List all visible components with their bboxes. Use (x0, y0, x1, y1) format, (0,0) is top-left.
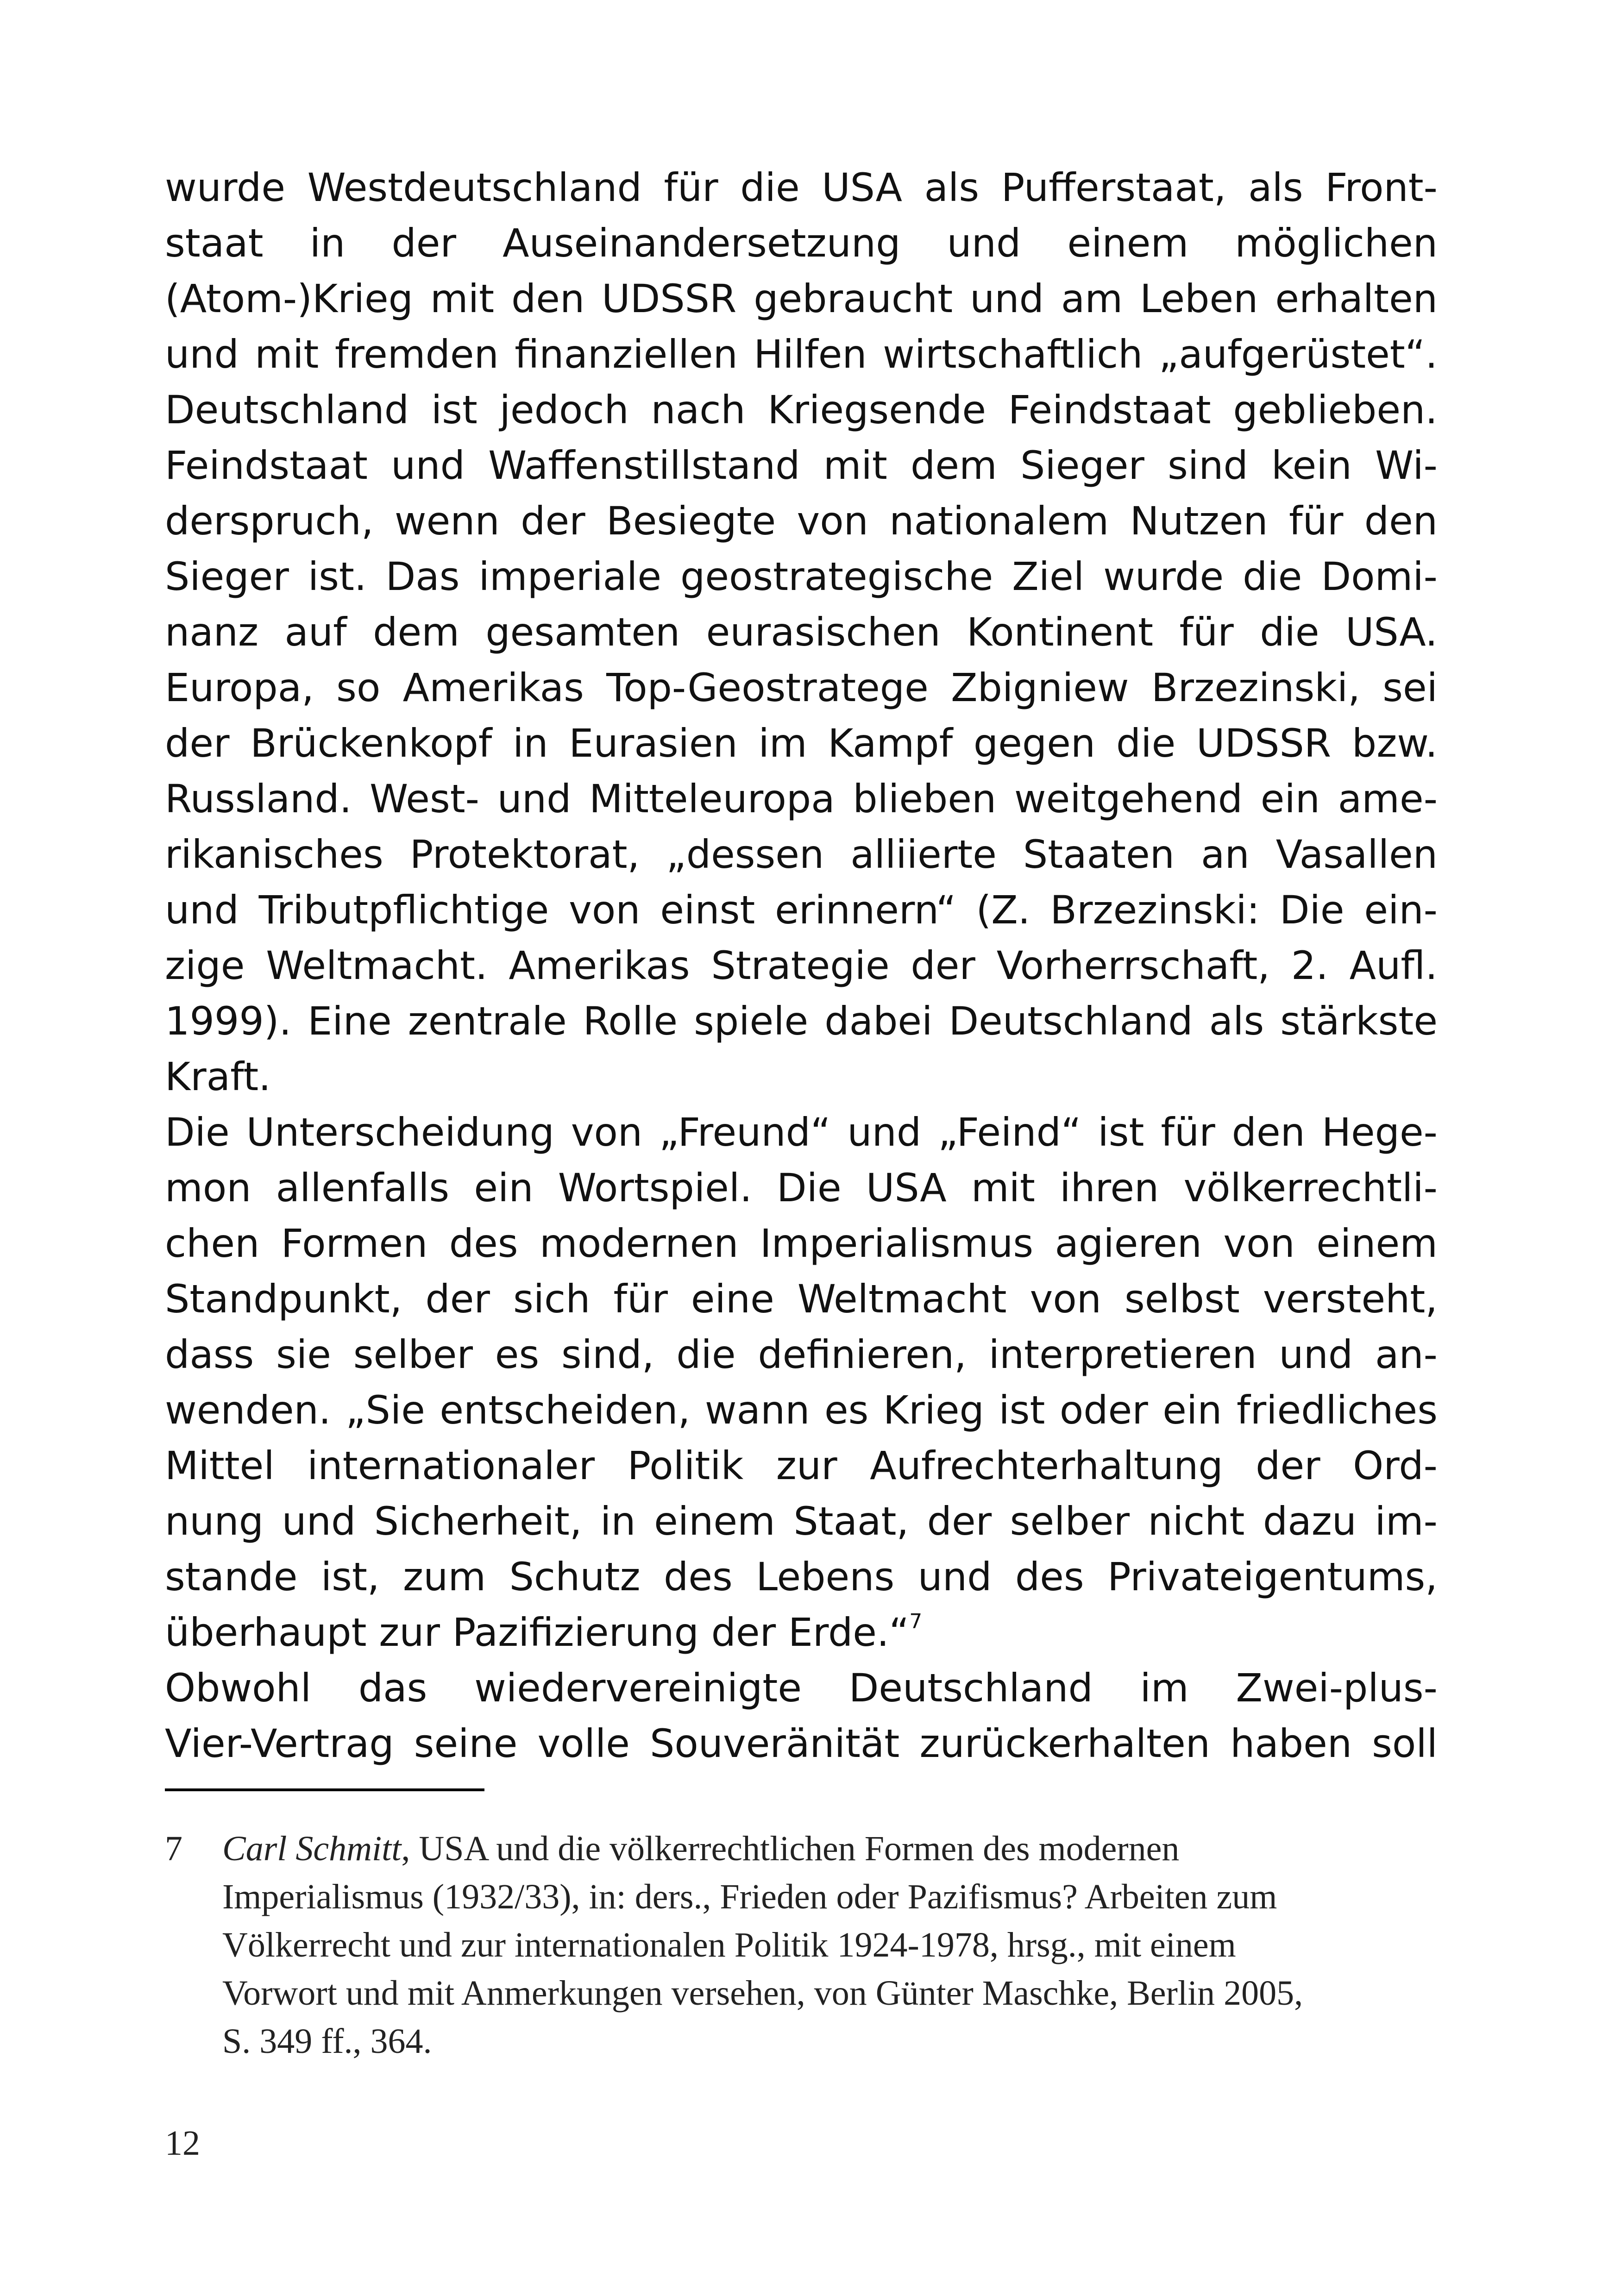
body-line-text: zige Weltmacht. Amerikas Strategie der Vorherrschaft, 2. Aufl. (165, 943, 1438, 988)
body-line (165, 326, 1438, 382)
body-line-text: wurde Westdeutschland für die USA als Pufferstaat, als Front- (165, 165, 1438, 210)
body-line (165, 1104, 1438, 1160)
body-line-text: und Tributpflichtige von einst erinnern“ (Z. Brzezinski: Die ein- (165, 887, 1438, 933)
body-line (165, 160, 1438, 215)
body-line-text: überhaupt zur Pazifizierung der Erde.“ (165, 1610, 910, 1655)
body-line (165, 493, 1438, 549)
body-line-text: nanz auf dem gesamten eurasischen Kontinent für die USA. (165, 609, 1438, 655)
body-line (165, 1438, 1438, 1493)
footnote-line: Völkerrecht und zur internationalen Politik 1924-1978, hrsg., mit einem (222, 1926, 1236, 1964)
body-line-text: (Atom-)Krieg mit den UDSSR gebraucht und am Leben erhalten (165, 276, 1438, 321)
body-line-text: Feindstaat und Waffenstillstand mit dem Sieger sind kein Wi- (165, 443, 1438, 488)
body-line (165, 993, 1438, 1049)
body-line-text: Standpunkt, der sich für eine Weltmacht von selbst versteht, (165, 1276, 1438, 1322)
body-line (165, 1660, 1438, 1716)
footnote-line: Imperialismus (1932/33), in: ders., Frieden oder Pazifismus? Arbeiten zum (222, 1877, 1277, 1916)
body-line-text: rikanisches Protektorat, „dessen alliierte Staaten an Vasallen (165, 832, 1438, 877)
body-text (165, 160, 1438, 1771)
footnote-text (222, 1825, 1426, 2065)
footnote-separator (165, 1788, 484, 1791)
body-line (165, 1716, 1438, 1771)
body-line (165, 1493, 1438, 1549)
page-number: 12 (165, 2124, 200, 2163)
body-line (165, 660, 1438, 715)
body-line-text: Mittel internationaler Politik zur Aufrechterhaltung der Ord- (165, 1443, 1438, 1488)
body-line (165, 771, 1438, 827)
body-line (165, 604, 1438, 660)
body-line (165, 1271, 1438, 1327)
body-line (165, 882, 1438, 938)
body-line-text: wenden. „Sie entscheiden, wann es Krieg ist oder ein friedliches (165, 1387, 1438, 1433)
body-line-text: chen Formen des modernen Imperialismus agieren von einem (165, 1221, 1438, 1266)
footnote-author: Carl Schmitt (222, 1829, 402, 1868)
body-line (165, 549, 1438, 604)
body-line (165, 1549, 1438, 1605)
body-line (165, 1049, 1438, 1104)
footnote-line-text: , USA und die völkerrechtlichen Formen des modernen (401, 1829, 1180, 1868)
body-line-text: Obwohl das wiedervereinigte Deutschland im Zwei-plus- (165, 1665, 1438, 1711)
body-line (165, 1327, 1438, 1382)
body-line (165, 271, 1438, 326)
body-line-text: mon allenfalls ein Wortspiel. Die USA mit ihren völkerrechtli- (165, 1165, 1438, 1211)
footnote-line: Vorwort und mit Anmerkungen versehen, von Günter Maschke, Berlin 2005, (222, 1974, 1303, 2013)
body-line-text: dass sie selber es sind, die definieren, interpretieren und an- (165, 1332, 1438, 1377)
body-line-text: Sieger ist. Das imperiale geostrategische Ziel wurde die Domi- (165, 554, 1438, 599)
body-line-text: 1999). Eine zentrale Rolle spiele dabei Deutschland als stärkste (165, 998, 1438, 1044)
footnote-line (222, 1825, 1426, 1873)
body-line (165, 827, 1438, 882)
body-line (165, 938, 1438, 993)
footnote-reference[interactable]: 7 (909, 1610, 923, 1633)
body-line (165, 382, 1438, 438)
body-line-text: Russland. West- und Mitteleuropa blieben weitgehend ein ame- (165, 776, 1438, 822)
body-line-text: Vier-Vertrag seine volle Souveränität zurückerhalten haben soll (165, 1721, 1438, 1766)
body-line (165, 1605, 1438, 1660)
body-line (165, 715, 1438, 771)
body-line-text: derspruch, wenn der Besiegte von nationalem Nutzen für den (165, 498, 1438, 544)
body-line-text: der Brückenkopf in Eurasien im Kampf gegen die UDSSR bzw. (165, 721, 1438, 766)
body-line-text: und mit fremden finanziellen Hilfen wirtschaftlich „aufgerüstet“. (165, 332, 1438, 377)
footnote-line: S. 349 ff., 364. (222, 2022, 432, 2061)
body-line (165, 438, 1438, 493)
body-line-text: staat in der Auseinandersetzung und einem möglichen (165, 220, 1438, 266)
body-line (165, 1382, 1438, 1438)
body-line (165, 215, 1438, 271)
body-line-text: Die Unterscheidung von „Freund“ und „Feind“ ist für den Hege- (165, 1110, 1438, 1155)
body-line-text: stande ist, zum Schutz des Lebens und des Privateigentums, (165, 1554, 1438, 1600)
body-line-text: nung und Sicherheit, in einem Staat, der selber nicht dazu im- (165, 1499, 1438, 1544)
body-line (165, 1160, 1438, 1216)
body-line-text: Kraft. (165, 1054, 271, 1099)
body-line-text: Europa, so Amerikas Top-Geostratege Zbigniew Brzezinski, sei (165, 665, 1438, 710)
body-line (165, 1216, 1438, 1271)
footnote-number: 7 (165, 1829, 182, 1868)
body-line-text: Deutschland ist jedoch nach Kriegsende Feindstaat geblieben. (165, 387, 1438, 433)
